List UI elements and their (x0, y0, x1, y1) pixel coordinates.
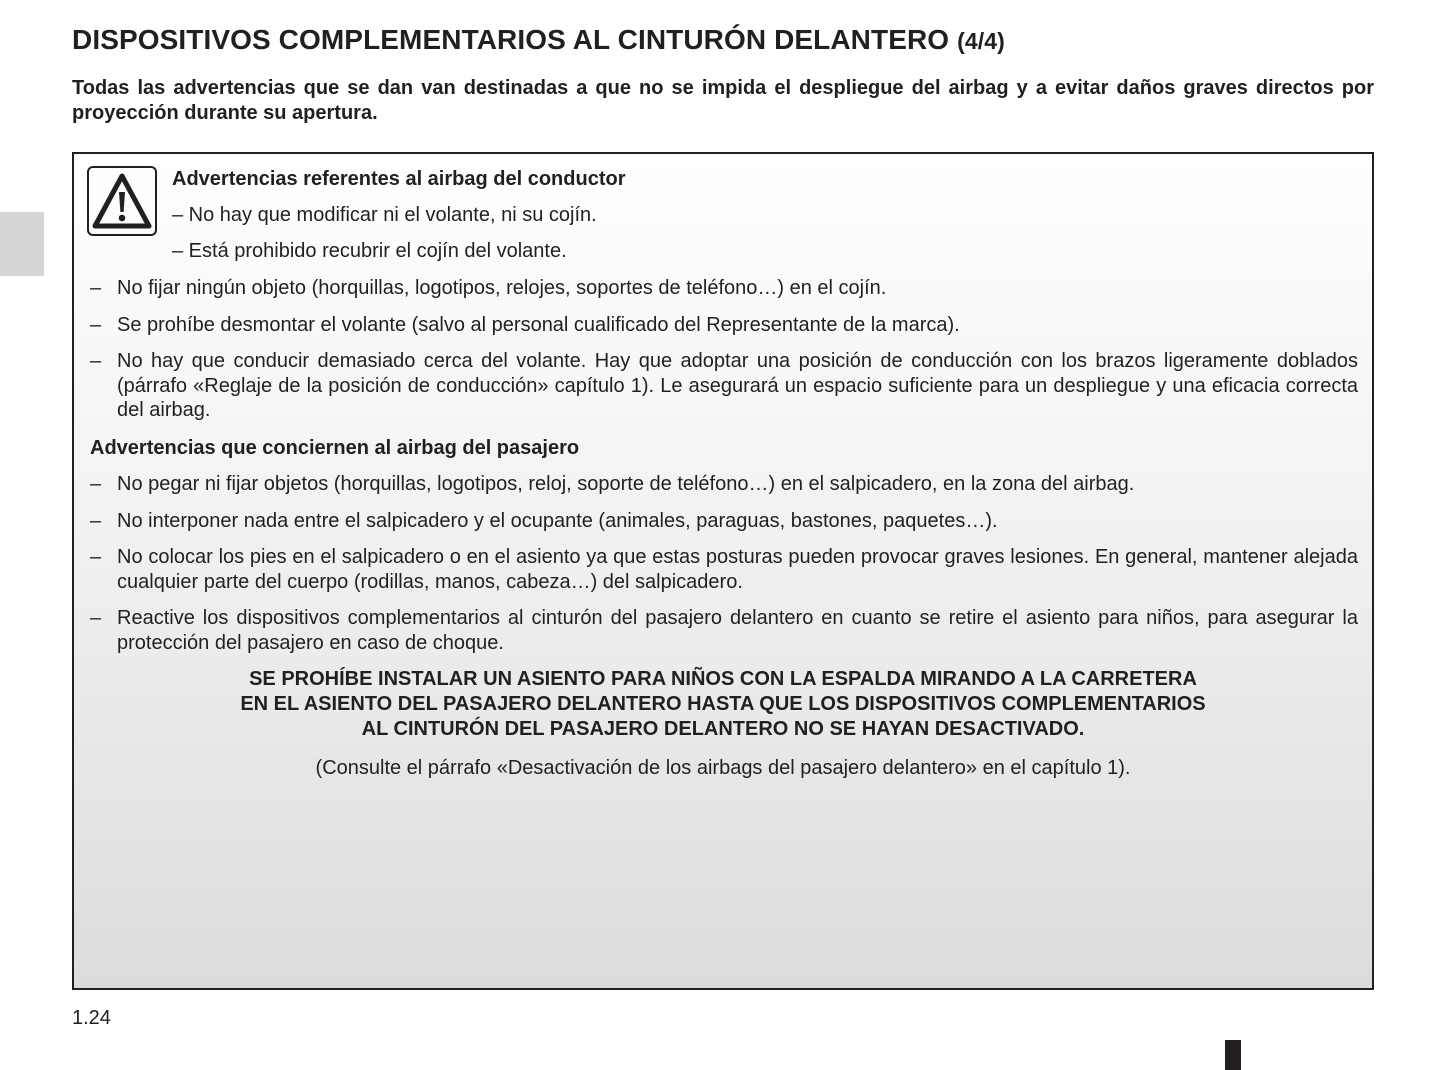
list-dash: – (90, 473, 102, 495)
consult-note: (Consulte el párrafo «Desactivación de los airbags del pasajero delantero» en el capítulo 1). (315, 757, 1131, 779)
list-item (90, 545, 1358, 594)
list-item-text: Se prohíbe desmontar el volante (salvo al personal cualificado del Representante de la marca). (117, 313, 960, 336)
list-item (90, 509, 1358, 534)
child-seat-prohibition (74, 667, 1372, 742)
page-title-text: DISPOSITIVOS COMPLEMENTARIOS AL CINTURÓN DELANTERO (72, 24, 950, 55)
list-item (90, 313, 1358, 338)
list-dash: – (90, 277, 102, 299)
page-title (72, 24, 1005, 56)
passenger-warning-list (90, 472, 1358, 655)
list-dash: – (90, 607, 102, 629)
list-dash: – (90, 350, 102, 372)
list-item (90, 606, 1358, 655)
driver-item: – No hay que modificar ni el volante, ni su cojín. (172, 204, 597, 226)
list-dash: – (90, 546, 102, 568)
list-item-text: No pegar ni fijar objetos (horquillas, logotipos, reloj, soporte de teléfono…) en el salpicadero, en la zona del airbag. (117, 473, 1135, 495)
chapter-side-tab (0, 212, 44, 276)
page-title-suffix: (4/4) (957, 28, 1005, 54)
page-number: 1.24 (72, 1007, 111, 1029)
warning-box (72, 152, 1374, 990)
list-dash: – (90, 509, 102, 532)
prohibition-line: EN EL ASIENTO DEL PASAJERO DELANTERO HASTA QUE LOS DISPOSITIVOS COMPLEMENTARIOS (240, 693, 1206, 715)
prohibition-line: SE PROHÍBE INSTALAR UN ASIENTO PARA NIÑOS CON LA ESPALDA MIRANDO A LA CARRETERA (249, 668, 1197, 690)
list-item-text: No hay que conducir demasiado cerca del volante. Hay que adoptar una posición de conducción con los brazos ligeramente doblados (párrafo «Reglaje de la posición de conducción» capítulo 1). Le asegurará un espacio suficiente para un despliegue y una eficacia correcta del airbag. (117, 350, 1358, 421)
prohibition-line: AL CINTURÓN DEL PASAJERO DELANTERO NO SE HAYAN DESACTIVADO. (361, 718, 1085, 740)
warning-triangle-icon (87, 166, 157, 236)
driver-airbag-heading: Advertencias referentes al airbag del conductor (172, 168, 626, 190)
list-item-text: No colocar los pies en el salpicadero o en el asiento ya que estas posturas pueden provocar graves lesiones. En general, mantener alejada cualquier parte del cuerpo (rodillas, manos, cabeza…) del salpicadero. (117, 546, 1358, 593)
section-marker (1225, 1040, 1241, 1070)
driver-item: – Está prohibido recubrir el cojín del volante. (172, 240, 567, 262)
list-dash: – (90, 313, 102, 336)
driver-warning-list (90, 276, 1358, 423)
list-item-text: Reactive los dispositivos complementarios al cinturón del pasajero delantero en cuanto se retire el asiento para niños, para asegurar la protección del pasajero en caso de choque. (117, 607, 1358, 654)
passenger-airbag-heading: Advertencias que conciernen al airbag del pasajero (90, 437, 580, 459)
list-item (90, 472, 1358, 497)
list-item-text: No fijar ningún objeto (horquillas, logotipos, relojes, soportes de teléfono…) en el cojín. (117, 277, 887, 299)
intro-paragraph: Todas las advertencias que se dan van destinadas a que no se impida el despliegue del airbag y a evitar daños graves directos por proyección durante su apertura. (72, 77, 1374, 124)
list-item (90, 349, 1358, 423)
list-item-text: No interponer nada entre el salpicadero y el ocupante (animales, paraguas, bastones, paquetes…). (117, 509, 998, 532)
list-item (90, 276, 1358, 301)
